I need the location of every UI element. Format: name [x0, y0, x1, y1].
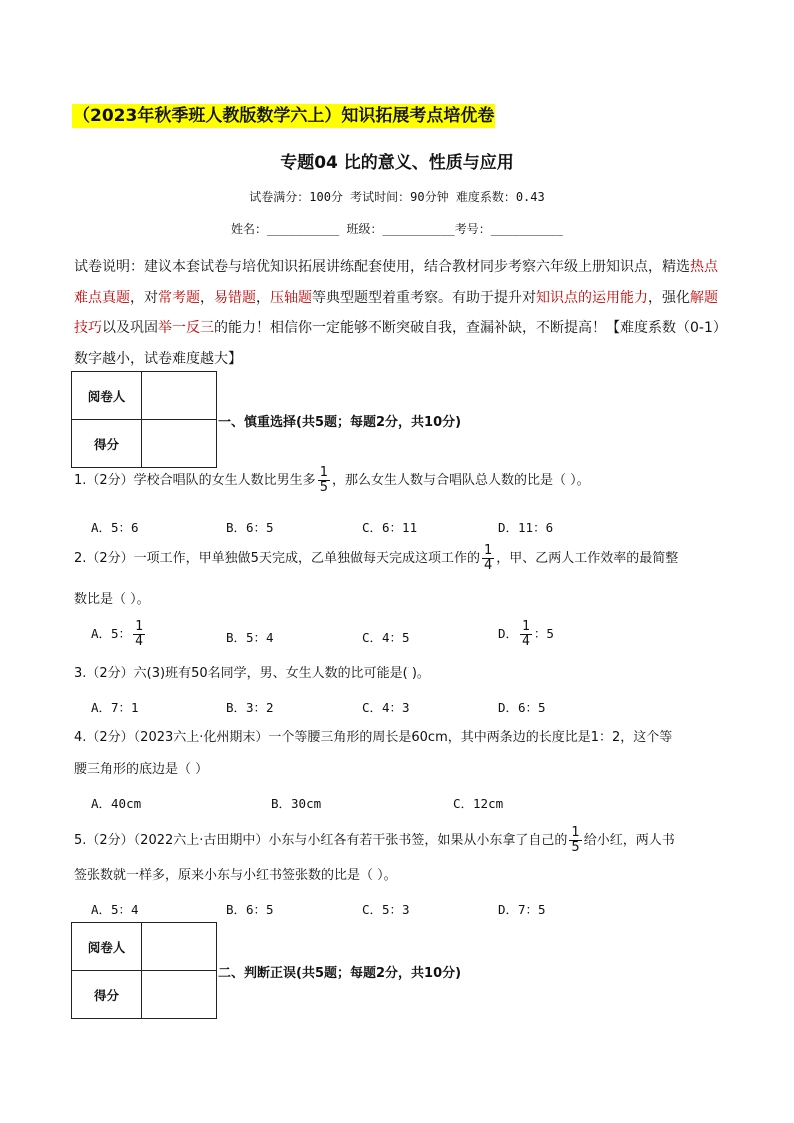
q5-option-a[interactable]: A．5：4 [91, 902, 139, 917]
q3-option-d[interactable]: D．6：5 [498, 700, 546, 715]
q4-option-c[interactable]: C．12cm [453, 796, 504, 811]
score-cell[interactable] [142, 971, 217, 1019]
question-2: 2.（2分）一项工作，甲单独做5天完成，乙单独做每天完成这项工作的 $\frac{1}{4}$ ，甲、乙两人工作效率的最简整 [74, 543, 679, 573]
q5-option-c[interactable]: C．5：3 [362, 902, 410, 917]
question-5-line2: 签张数就一样多，原来小东与小红书签张数的比是（ ）。 [74, 868, 397, 883]
q2-option-b[interactable]: B．5：4 [226, 630, 274, 645]
question-1: 1.（2分）学校合唱队的女生人数比男生多 $\frac{1}{5}$ ，那么女生人数与合唱队总人数的比是（ ）。 [74, 465, 590, 495]
q2-option-a[interactable]: A．5： $\frac{1}{4}$ [91, 619, 143, 649]
q2-option-c[interactable]: C．4：5 [362, 630, 410, 645]
q1-option-a[interactable]: A．5：6 [91, 520, 139, 535]
reviewer-cell[interactable] [142, 923, 217, 971]
exam-meta: 试卷满分：100分 考试时间：90分钟 难度系数：0.43 [249, 190, 545, 204]
question-5: 5.（2分）（2022六上·古田期中）小东与小红各有若干张书签，如果从小东拿了自己的 $\frac{1}{5}$ 给小红，两人书 [74, 825, 675, 855]
reviewer-label: 阅卷人 [72, 372, 142, 420]
q3-option-c[interactable]: C．4：3 [362, 700, 410, 715]
q4-option-b[interactable]: B．30cm [271, 796, 322, 811]
score-label: 得分 [72, 420, 142, 468]
fraction: $\frac{1}{4}$ [483, 543, 493, 573]
fraction: $\frac{1}{5}$ [571, 825, 580, 855]
exam-instructions: 试卷说明：建议本套试卷与培优知识拓展讲练配套使用，结合教材同步考察六年级上册知识点，精选热点难点真题，对常考题，易错题，压轴题等典型题型着重考察。有助于提升对知识点的运用能力，强化解题技巧以及巩固举一反三的能力！相信你一定能够不断突破自我，查漏补缺，不断提高！【难度系数（0-1）数字越小，试卷难度越大】 [74, 259, 720, 367]
q3-option-a[interactable]: A．7：1 [91, 700, 139, 715]
section-2-title: 二、判断正误(共5题；每题2分，共10分) [218, 966, 462, 981]
q5-option-d[interactable]: D．7：5 [498, 902, 546, 917]
score-table-2 [71, 922, 217, 1019]
exam-title: 专题04 比的意义、性质与应用 [280, 153, 514, 173]
reviewer-label: 阅卷人 [72, 923, 142, 971]
question-3: 3.（2分）六(3)班有50名同学，男、女生人数的比可能是( )。 [74, 666, 430, 681]
q1-option-c[interactable]: C．6：11 [362, 520, 418, 535]
q1-option-d[interactable]: D．11：6 [498, 520, 554, 535]
fraction: $\frac{1}{5}$ [319, 465, 328, 495]
exam-banner: （2023年秋季班人教版数学六上）知识拓展考点培优卷 [73, 106, 495, 126]
q3-option-b[interactable]: B．3：2 [226, 700, 274, 715]
question-4-line2: 腰三角形的底边是（ ） [74, 762, 209, 777]
score-label: 得分 [72, 971, 142, 1019]
reviewer-cell[interactable] [142, 372, 217, 420]
section-1-title: 一、慎重选择(共5题；每题2分，共10分) [218, 415, 462, 430]
q2-option-d[interactable]: D． $\frac{1}{4}$ ：5 [498, 619, 554, 649]
score-table-1 [71, 371, 217, 468]
q1-option-b[interactable]: B．6：5 [226, 520, 274, 535]
question-4: 4.（2分）（2023六上·化州期末）一个等腰三角形的周长是60cm，其中两条边的长度比是1：2，这个等 [74, 730, 673, 745]
q5-option-b[interactable]: B．6：5 [226, 902, 274, 917]
q4-option-a[interactable]: A．40cm [91, 796, 142, 811]
question-2-line2: 数比是（ ）。 [74, 592, 150, 607]
score-cell[interactable] [142, 420, 217, 468]
student-fields: 姓名：__________ 班级：__________考号：__________ [231, 222, 563, 236]
